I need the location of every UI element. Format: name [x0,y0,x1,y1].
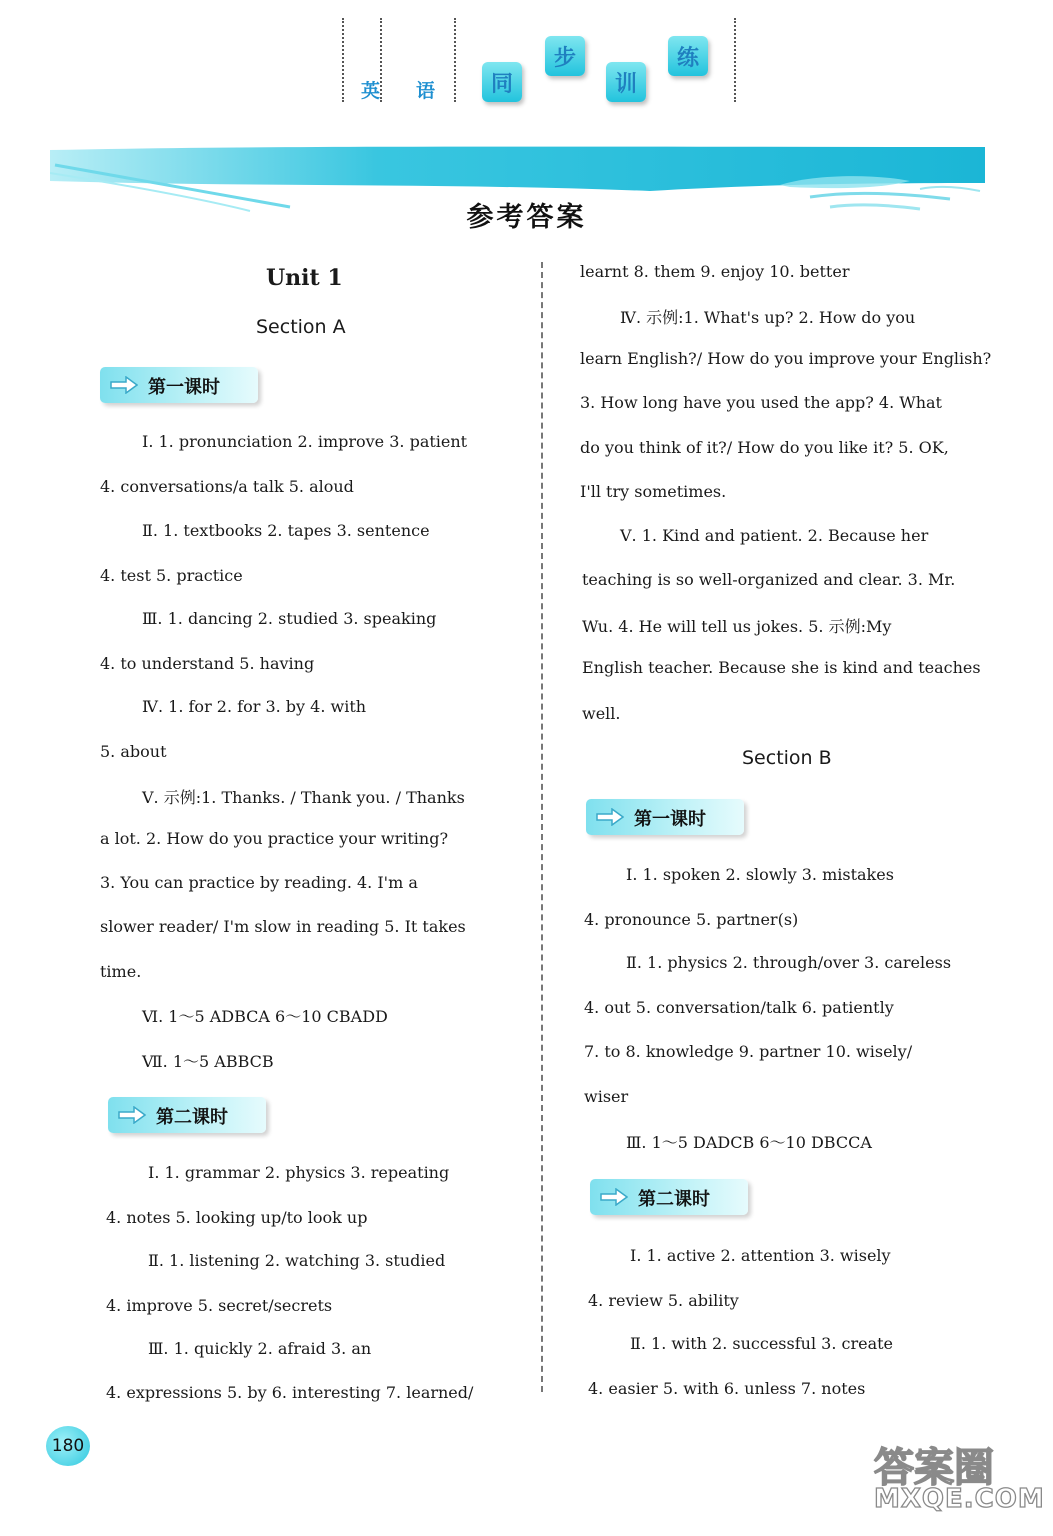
answer-line: Ⅴ. 1. Kind and patient. 2. Because her [620,526,929,545]
answer-line: 5. about [100,742,167,761]
subject-char: 语 [416,80,436,102]
answer-line: 7. to 8. knowledge 9. partner 10. wisely/ [584,1042,913,1061]
answer-line: Ⅴ. 示例:1. Thanks. / Thank you. / Thanks [142,788,465,807]
arrow-right-icon [118,1106,146,1124]
section-heading: Section B [742,747,832,769]
answer-line: 3. How long have you used the app? 4. What [580,393,942,412]
series-tile: 同 [482,62,522,102]
answer-line: 4. notes 5. looking up/to look up [106,1208,368,1227]
answer-line: 4. improve 5. secret/secrets [106,1296,333,1315]
arrow-right-icon [600,1188,628,1206]
answer-line: Ⅱ. 1. physics 2. through/over 3. careless [626,953,952,972]
answer-line: English teacher. Because she is kind and teaches [582,658,981,677]
answer-line: 4. out 5. conversation/talk 6. patiently [584,998,894,1017]
answer-line: 4. review 5. ability [588,1291,739,1310]
answer-line: 4. to understand 5. having [100,654,315,673]
header-divider [454,18,456,102]
header-divider [342,18,344,102]
watermark-site: MXQE.COM [874,1484,1045,1514]
answer-line: 4. expressions 5. by 6. interesting 7. learned/ [106,1383,474,1402]
answer-line: Ⅳ. 示例:1. What's up? 2. How do you [620,308,916,327]
page-title: 参考答案 [466,202,587,233]
arrow-right-icon [110,376,138,394]
answer-line: do you think of it?/ How do you like it? 5. OK, [580,438,949,457]
answer-line: Ⅲ. 1. quickly 2. afraid 3. an [148,1339,372,1358]
lesson-tag [108,1097,266,1133]
answer-line: 4. conversations/a talk 5. aloud [100,477,354,496]
answer-line: slower reader/ I'm slow in reading 5. It takes [100,917,466,936]
lesson-label: 第一课时 [634,809,706,830]
lesson-label: 第一课时 [148,377,220,398]
answer-line: Ⅰ. 1. spoken 2. slowly 3. mistakes [626,865,894,884]
answer-line: 4. test 5. practice [100,566,243,585]
series-tile: 步 [545,36,585,76]
lesson-tag [100,367,258,403]
section-heading: Section A [256,316,346,338]
answer-line: 4. pronounce 5. partner(s) [584,910,799,929]
answer-line: 4. easier 5. with 6. unless 7. notes [588,1379,866,1398]
answer-line: a lot. 2. How do you practice your writing? [100,829,449,848]
answer-line: wiser [584,1087,629,1106]
answer-line: time. [100,962,142,981]
answer-line: learn English?/ How do you improve your English? [580,349,992,368]
lesson-label: 第二课时 [156,1107,228,1128]
lesson-label: 第二课时 [638,1189,710,1210]
series-tile: 练 [668,36,708,76]
answer-line: Ⅲ. 1. dancing 2. studied 3. speaking [142,609,437,628]
header-divider [734,18,736,102]
answer-line: Ⅳ. 1. for 2. for 3. by 4. with [142,697,367,716]
answer-line: Ⅲ. 1～5 DADCB 6～10 DBCCA [626,1133,872,1152]
answer-line: Ⅱ. 1. listening 2. watching 3. studied [148,1251,446,1270]
lesson-tag [586,799,744,835]
column-divider [541,262,543,1392]
answer-line: Ⅵ. 1～5 ADBCA 6～10 CBADD [142,1007,388,1026]
answer-line: Ⅱ. 1. textbooks 2. tapes 3. sentence [142,521,430,540]
answer-line: learnt 8. them 9. enjoy 10. better [580,262,850,281]
unit-heading: Unit 1 [266,265,343,291]
series-tile: 训 [606,62,646,102]
lesson-tag [590,1179,748,1215]
watermark [868,1436,1045,1528]
page-number: 180 [46,1426,90,1466]
answer-line: I'll try sometimes. [580,482,727,501]
answer-line: Wu. 4. He will tell us jokes. 5. 示例:My [582,617,892,636]
answer-line: Ⅰ. 1. pronunciation 2. improve 3. patient [142,432,468,451]
answer-line: Ⅰ. 1. active 2. attention 3. wisely [630,1246,891,1265]
header-divider [380,18,382,102]
answer-line: Ⅰ. 1. grammar 2. physics 3. repeating [148,1163,450,1182]
answer-line: well. [582,704,621,723]
subject-char: 英 [361,80,381,102]
answer-line: teaching is so well-organized and clear. 3. Mr. [582,570,956,589]
answer-line: Ⅱ. 1. with 2. successful 3. create [630,1334,894,1353]
answer-line: 3. You can practice by reading. 4. I'm a [100,873,418,892]
answer-line: Ⅶ. 1～5 ABBCB [142,1052,274,1071]
watermark-logo: 答案圈 [874,1445,994,1491]
arrow-right-icon [596,808,624,826]
